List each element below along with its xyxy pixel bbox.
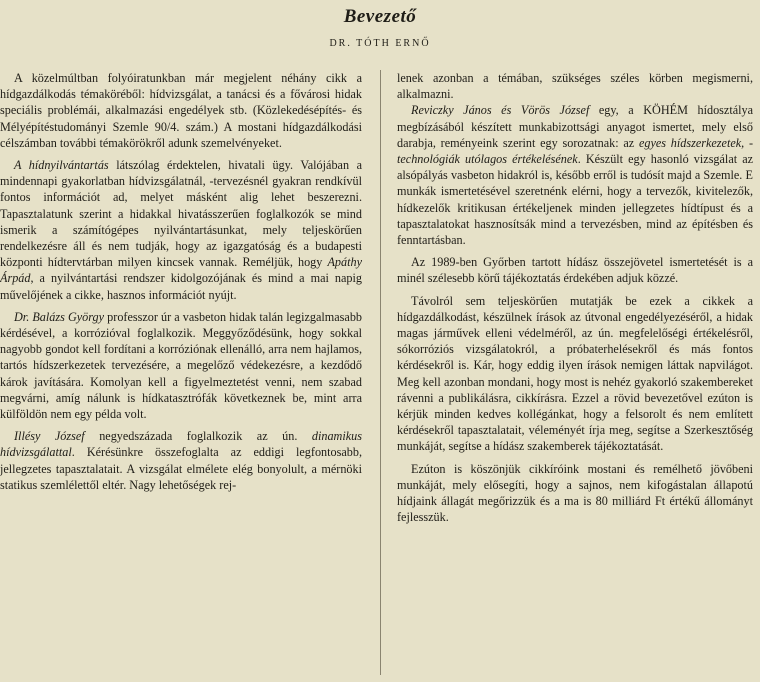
paragraph-text: látszólag érdektelen, hivatali ügy. Valójában a mindennapi gyakorlatban hídvizsgálatnál, -tervezésnél gyakran rendkívül fontos információt ad, melyet másként alig lehet beszerezni. Tapasztalatunk szerint a hidakkal hivatásszerűen foglalkozók se mind ismerik a számítógépes nyilvántartásunkat, mely teljeskörűen rendelkezésre áll és nem tudják, hogy az igazgatóság és a budapesti központi hídtervtárban milyen kincsek vannak. Reméljük, hogy (0, 158, 362, 270)
paragraph-gyor-meeting: Az 1989-ben Győrben tartott hídász összejövetel ismertetését is a minél szélesebb körű tájékoztatás érdekében adjuk közzé. (397, 255, 753, 286)
author-name: Illésy József (14, 429, 85, 444)
paragraph-text: negyedszázada foglalkozik az ún. (84, 429, 312, 444)
paragraph-evaluation (397, 102, 753, 248)
left-column (0, 70, 362, 493)
paragraph-dynamic-testing (0, 428, 362, 493)
paragraph-text: professzor úr a vasbeton hidak talán legizgalmasabb kérdésével, a korrózióval foglalkozik. Meggyőződésünk, hogy sokkal nagyobb gondot kell fordítani a korróziónak ellenálló, arra nem hajlamos, tartós hídszerkezetek tervezésére, a megelőző védekezésre, a kezdődő károk javítására. Komolyan kell a figyelmeztetést venni, nem szabad megvárni, amíg nálunk is hídkatasztrófák következnek be, mint arra külföldön nem egy példa volt. (0, 309, 363, 422)
paragraph-intro: A közelmúltban folyóiratunkban már megjelent néhány cikk a hídgazdálkodás témaköréből: hídvizsgálat, a tanácsi és a fővárosi hidak speciális problémái, alkalmazási engedélyek stb. (Közlekedésépítés- és Mélyépítéstudományi Szemle 90/4. szám.) A mostani hídgazdálkodási célszámban további témakörökről adunk szemelvényeket. (0, 71, 362, 150)
emphasis-text: A hídnyilvántartás (14, 158, 109, 173)
paragraph-text: . Készült egy hasonló vizsgálat az alsópályás vasbeton hidakról is, később erről is tudósít majd a Szemle. E munkák ismertetésével szeretnénk elérni, hogy a tervezők, kivitelezők, hídkezelők kritikusan értékeljenek minden jellegzetes hídtípust és a tapasztalatokat hasznosítsák mind a tervezésben, mind az építésben és fenntartásban. (397, 152, 754, 248)
paragraph-continued: lenek azonban a témában, szükséges széles körben megismerni, alkalmazni. (397, 71, 753, 102)
paragraph-call-for-articles: Távolról sem teljeskörűen mutatják be ezek a cikkek a hídgazdálkodást, készülnek írások az útvonal engedélyezéséről, a hidak magas járművek elleni védelméről, az ún. megfelelőségi értékelésről, sókorróziós vizsgálatokról, a próbaterhelésekről és más fontos kérdésekről is. Kár, hogy eddig ilyen írások nemigen láttak napvilágot. Meg kell azonban mondani, hogy most is nehéz gyakorló szakembereket rávenni a publikálásra, cikkírásra. Ezzel a rövid bevezetővel ezúton is kérjük minden kedves kollégánkat, hogy a felsorolt és nem említett kérdésekről tapasztalatait, véleményét írja meg, segítse a Szerkesztőség munkáját, segítse a hídász szakemberek tájékoztatását. (397, 293, 753, 454)
paragraph-corrosion (0, 309, 362, 422)
author-name: Reviczky János és Vörös József (411, 103, 590, 118)
paragraph-text: . Kérésünkre összefoglalta az eddigi legfontosabb, jellegzetes tapasztalatait. A vizsgálat elmélete elég bonyolult, a mérnöki statikus szemlélettől eltér. Nagy lehetőségek rej- (0, 445, 362, 492)
paragraph-bridge-registry (0, 157, 362, 303)
article-author: DR. TÓTH ERNŐ (329, 38, 431, 49)
column-divider (380, 70, 381, 675)
article-title: Bevezető (343, 6, 417, 27)
right-column (397, 70, 753, 525)
paragraph-thanks: Ezúton is köszönjük cikkíróink mostani és remélhető jövőbeni munkáját, mely elősegíti, hogy a sajnos, nem kifogástalan állapotú hídjaink állagát megőrizzük és a ma is 80 milliárd Ft értékű állományt fejlesszük. (397, 461, 753, 525)
emphasis-text: egyes hídszerkezetek, -technológiák utólagos értékelésének (397, 135, 754, 167)
author-name: Dr. Balázs György (14, 309, 105, 324)
emphasis-text: dinamikus hídvizsgálattal (0, 429, 362, 460)
paragraph-text: , a nyilvántartási rendszer kidolgozójának és mind a mai napig művelőjének a cikke, hasznos információt nyújt. (0, 271, 362, 302)
paragraph-text: egy, a KÖHÉM hídosztálya megbízásából készített munkabizottsági anyagot ismertet, mely első darabja, reményeink szerint egy sorozatnak: az (397, 103, 753, 150)
author-name: Apáthy Árpád (0, 255, 362, 286)
